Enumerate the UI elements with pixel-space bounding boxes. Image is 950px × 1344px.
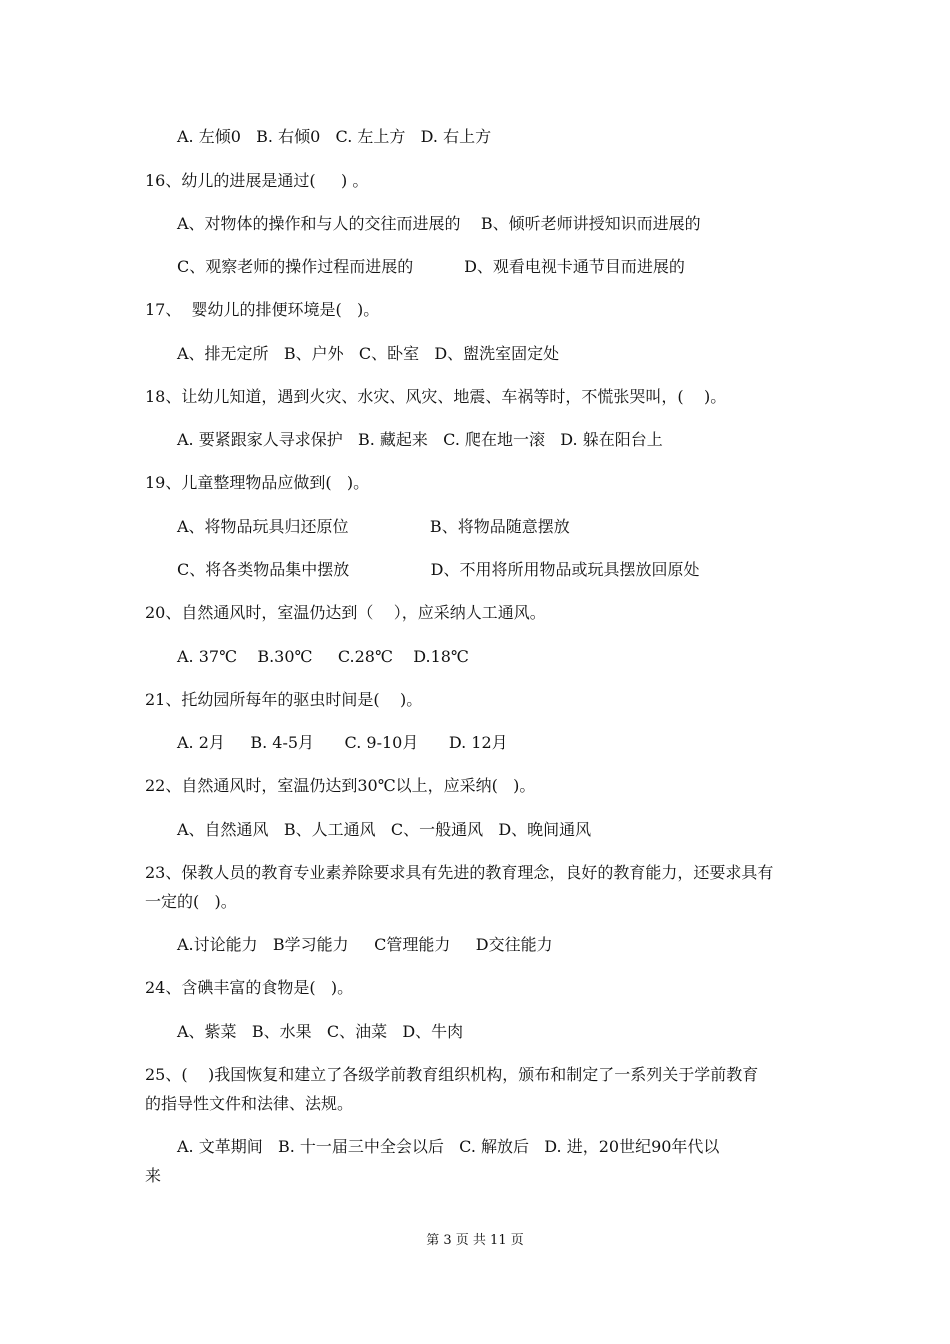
question-19: 19、儿童整理物品应做到( )。	[145, 473, 370, 492]
page-footer: 第 3 页 共 11 页	[426, 1233, 524, 1248]
question-20-options: A. 37℃ B.30℃ C.28℃ D.18℃	[177, 647, 469, 666]
question-18: 18、让幼儿知道，遇到火灾、水灾、风灾、地震、车祸等时，不慌张哭叫，( )。	[145, 387, 727, 406]
question-25-line-2: 的指导性文件和法律、法规。	[145, 1094, 354, 1113]
question-24-options: A、紫菜 B、水果 C、油菜 D、牛肉	[177, 1022, 464, 1041]
question-18-options: A. 要紧跟家人寻求保护 B. 藏起来 C. 爬在地一滚 D. 躲在阳台上	[177, 430, 663, 449]
question-23-options: A.讨论能力 B学习能力 C管理能力 D交往能力	[177, 935, 553, 954]
question-25-line-1: 25、( )我国恢复和建立了各级学前教育组织机构，颁布和制定了一系列关于学前教育	[145, 1065, 759, 1084]
question-16-options-ab: A、对物体的操作和与人的交往而进展的 B、倾听老师讲授知识而进展的	[177, 214, 701, 233]
question-25-options: A. 文革期间 B. 十一届三中全会以后 C. 解放后 D. 进，20世纪90年代以	[177, 1137, 720, 1156]
question-19-options-ab: A、将物品玩具归还原位 B、将物品随意摆放	[177, 517, 570, 536]
question-17-options: A、排无定所 B、户外 C、卧室 D、盥洗室固定处	[177, 344, 560, 363]
question-15-options: A. 左倾0 B. 右倾0 C. 左上方 D. 右上方	[177, 127, 492, 146]
question-21: 21、托幼园所每年的驱虫时间是( )。	[145, 690, 423, 709]
question-21-options: A. 2月 B. 4-5月 C. 9-10月 D. 12月	[177, 733, 508, 752]
question-16-options-cd: C、观察老师的操作过程而进展的 D、观看电视卡通节目而进展的	[177, 257, 685, 276]
question-19-options-cd: C、将各类物品集中摆放 D、不用将所用物品或玩具摆放回原处	[177, 560, 700, 579]
question-22-options: A、自然通风 B、人工通风 C、一般通风 D、晚间通风	[177, 820, 592, 839]
question-22: 22、自然通风时，室温仍达到30℃以上，应采纳( )。	[145, 776, 536, 795]
question-16: 16、幼儿的进展是通过( ) 。	[145, 171, 369, 190]
question-23-line-2: 一定的( )。	[145, 892, 237, 911]
question-25-options-wrap: 来	[145, 1166, 162, 1185]
question-17: 17、 婴幼儿的排便环境是( )。	[145, 300, 380, 319]
question-24: 24、含碘丰富的食物是( )。	[145, 978, 354, 997]
question-20: 20、自然通风时，室温仍达到（ ），应采纳人工通风。	[145, 603, 546, 622]
question-23-line-1: 23、保教人员的教育专业素养除要求具有先进的教育理念，良好的教育能力，还要求具有	[145, 863, 774, 882]
